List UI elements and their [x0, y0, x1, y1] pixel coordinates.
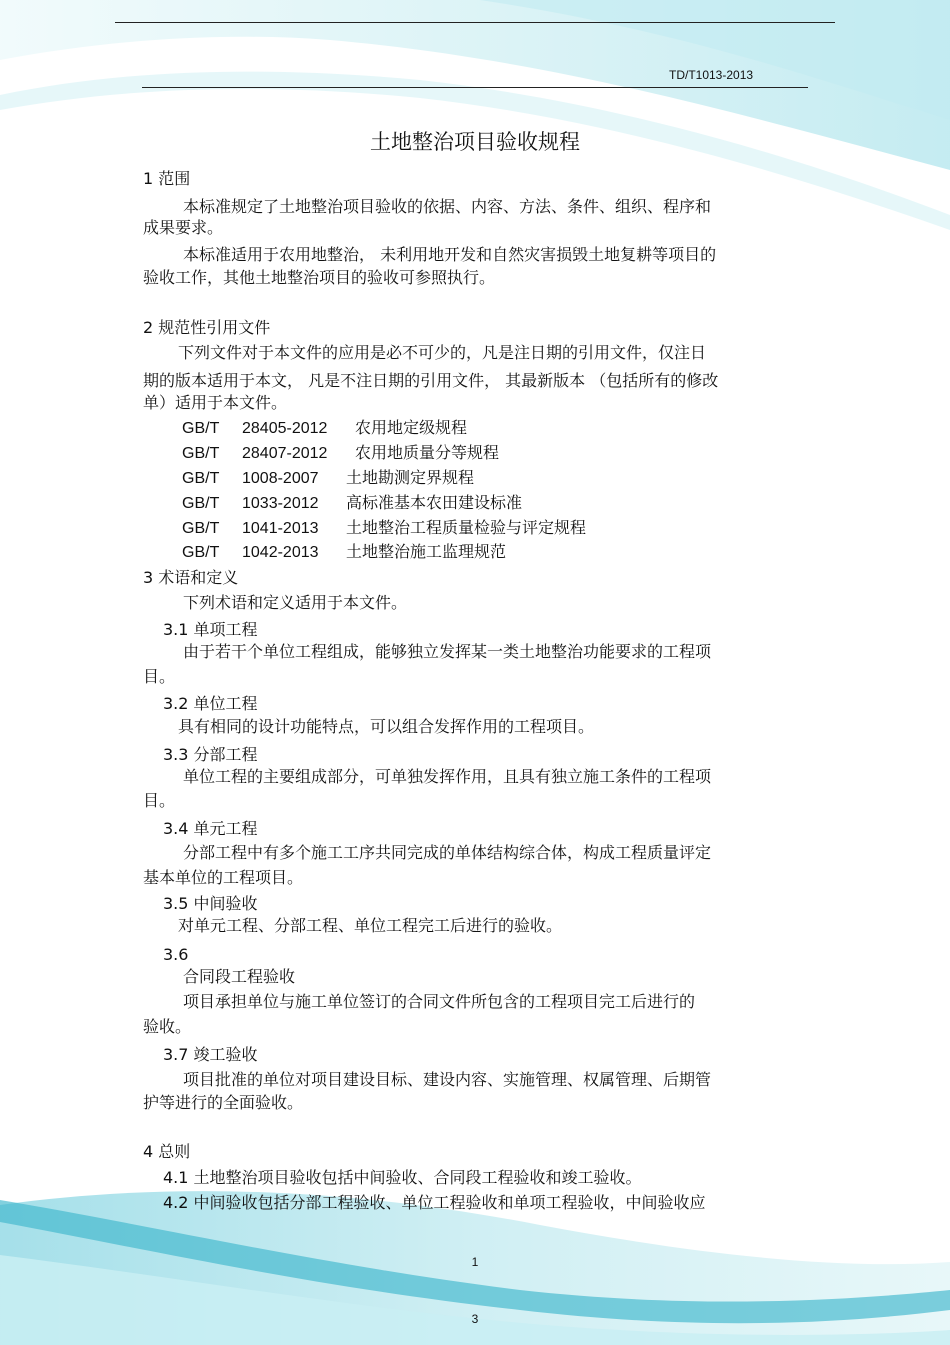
reference-item — [182, 493, 522, 514]
paragraph-line: 4.2 中间验收包括分部工程验收、单位工程验收和单项工程验收，中间验收应 — [163, 1193, 706, 1212]
ref-number: 1033-2012 — [242, 495, 319, 512]
paragraph-line: 本标准规定了土地整治项目验收的依据、内容、方法、条件、组织、程序和 — [183, 197, 712, 216]
term-heading: 合同段工程验收 — [183, 967, 296, 986]
reference-item — [182, 468, 474, 489]
paragraph-line: 成果要求。 — [143, 218, 224, 237]
reference-item — [182, 518, 586, 539]
ref-number: 28407-2012 — [242, 445, 328, 462]
ref-title: 高标准基本农田建设标准 — [346, 493, 523, 512]
section-4-heading: 4 总则 — [143, 1142, 191, 1161]
ref-code: GB/T — [182, 420, 220, 437]
ref-code: GB/T — [182, 520, 220, 537]
paragraph-line: 验收。 — [143, 1017, 192, 1036]
ref-number: 28405-2012 — [242, 420, 328, 437]
reference-item — [182, 443, 499, 464]
ref-title: 土地勘测定界规程 — [346, 468, 475, 487]
ref-title: 土地整治施工监理规范 — [346, 542, 507, 561]
term-heading: 3.4 单元工程 — [163, 819, 258, 838]
section-3-heading: 3 术语和定义 — [143, 568, 239, 587]
paragraph-line: 项目承担单位与施工单位签订的合同文件所包含的工程项目完工后进行的 — [183, 992, 696, 1011]
paragraph-line: 下列文件对于本文件的应用是必不可少的，凡是注日期的引用文件，仅注日 — [178, 343, 707, 362]
top-rule — [115, 22, 835, 23]
paragraph-line: 由于若干个单位工程组成，能够独立发挥某一类土地整治功能要求的工程项 — [183, 642, 712, 661]
paragraph-line: 目。 — [143, 791, 176, 810]
standard-code: TD/T1013-2013 — [669, 68, 754, 82]
ref-title: 农用地定级规程 — [355, 418, 468, 437]
paragraph-line: 4.1 土地整治项目验收包括中间验收、合同段工程验收和竣工验收。 — [163, 1168, 642, 1187]
reference-item — [182, 418, 467, 439]
ref-code: GB/T — [182, 445, 220, 462]
paragraph-line: 护等进行的全面验收。 — [143, 1093, 304, 1112]
page-number: 3 — [471, 1312, 479, 1326]
paragraph-line: 本标准适用于农用地整治， 未利用地开发和自然灾害损毁土地复耕等项目的 — [183, 245, 717, 264]
paragraph-line: 项目批准的单位对项目建设目标、建设内容、实施管理、权属管理、后期管 — [183, 1070, 712, 1089]
paragraph-line: 期的版本适用于本文， 凡是不注日期的引用文件， 其最新版本 （包括所有的修改 — [143, 371, 719, 390]
ref-title: 农用地质量分等规程 — [355, 443, 500, 462]
ref-number: 1041-2013 — [242, 520, 319, 537]
paragraph-line: 目。 — [143, 667, 176, 686]
term-heading: 3.2 单位工程 — [163, 694, 258, 713]
paragraph-line: 单）适用于本文件。 — [143, 393, 288, 412]
section-1-heading: 1 范围 — [143, 169, 191, 188]
page-number: 1 — [471, 1255, 479, 1269]
paragraph-line: 下列术语和定义适用于本文件。 — [183, 593, 408, 612]
paragraph-line: 单位工程的主要组成部分，可单独发挥作用，且具有独立施工条件的工程项 — [183, 767, 712, 786]
ref-title: 土地整治工程质量检验与评定规程 — [346, 518, 587, 537]
paragraph-line: 具有相同的设计功能特点，可以组合发挥作用的工程项目。 — [178, 717, 595, 736]
ref-code: GB/T — [182, 544, 220, 561]
term-heading: 3.1 单项工程 — [163, 620, 258, 639]
term-heading: 3.5 中间验收 — [163, 894, 258, 913]
section-2-heading: 2 规范性引用文件 — [143, 318, 271, 337]
ref-number: 1042-2013 — [242, 544, 319, 561]
paragraph-line: 分部工程中有多个施工工序共同完成的单体结构综合体，构成工程质量评定 — [183, 843, 712, 862]
ref-code: GB/T — [182, 470, 220, 487]
ref-code: GB/T — [182, 495, 220, 512]
term-heading: 3.3 分部工程 — [163, 745, 258, 764]
document-title: 土地整治项目验收规程 — [370, 130, 580, 154]
paragraph-line: 对单元工程、分部工程、单位工程完工后进行的验收。 — [178, 916, 563, 935]
term-number: 3.6 — [163, 945, 189, 964]
paragraph-line: 验收工作，其他土地整治项目的验收可参照执行。 — [143, 268, 496, 287]
paragraph-line: 基本单位的工程项目。 — [143, 868, 304, 887]
term-heading: 3.7 竣工验收 — [163, 1045, 258, 1064]
ref-number: 1008-2007 — [242, 470, 319, 487]
header-rule — [142, 87, 808, 88]
reference-item — [182, 542, 506, 563]
